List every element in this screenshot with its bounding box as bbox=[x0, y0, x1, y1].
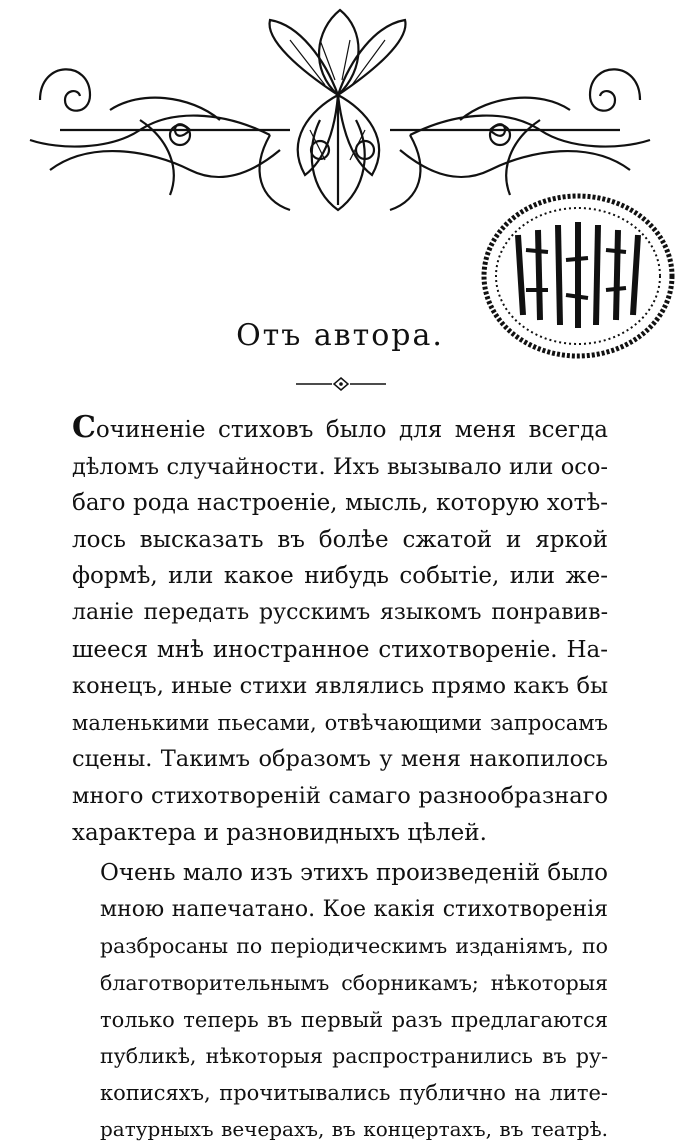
text-line: мною напечатано. Кое какія стихотворенія bbox=[100, 896, 608, 922]
text-line: шееся мнѣ иностранное стихотвореніе. На- bbox=[72, 636, 608, 663]
text-line: конецъ, иные стихи являлись прямо какъ бы bbox=[72, 673, 608, 700]
text-line: лось высказать въ болѣе сжатой и яркой bbox=[72, 526, 608, 553]
text-line: ратурныхъ вечерахъ, въ концертахъ, въ театрѣ. bbox=[100, 1117, 608, 1142]
text-line: кописяхъ, прочитывались публично на лите- bbox=[100, 1080, 608, 1105]
paragraph-1 bbox=[72, 410, 608, 851]
diamond-divider-icon bbox=[296, 376, 386, 392]
text-line: Сочиненіе стиховъ было для меня всегда bbox=[72, 410, 608, 445]
text-line: только теперь въ первый разъ предлагаются bbox=[100, 1007, 608, 1032]
text-line: много стихотвореній самаго разнообразнаго bbox=[72, 782, 608, 809]
text-line: баго рода настроеніе, мысль, которую хотѣ- bbox=[72, 490, 608, 517]
text-line: разбросаны по періодическимъ изданіямъ, по bbox=[100, 934, 608, 959]
text-line: публикѣ, нѣкоторыя распространились въ ру- bbox=[100, 1044, 608, 1069]
text-line: Очень мало изъ этихъ произведеній было bbox=[100, 860, 608, 887]
text-line: дѣломъ случайности. Ихъ вызывало или осо- bbox=[72, 453, 608, 480]
text-line: благотворительнымъ сборникамъ; нѣкоторыя bbox=[100, 970, 608, 995]
author-preface-text bbox=[72, 410, 608, 1148]
text-line: маленькими пьесами, отвѣчающими запросамъ bbox=[72, 710, 608, 735]
page-title: Отъ автора. bbox=[236, 318, 444, 353]
text-line: формѣ, или какое нибудь событіе, или же- bbox=[72, 563, 608, 590]
paragraph-2 bbox=[72, 855, 608, 1148]
text-line: ланіе передать русскимъ языкомъ понравив- bbox=[72, 599, 608, 625]
text-line: сцены. Такимъ образомъ у меня накопилось bbox=[72, 746, 608, 773]
text-line: характера и разновидныхъ цѣлей. bbox=[72, 819, 487, 846]
